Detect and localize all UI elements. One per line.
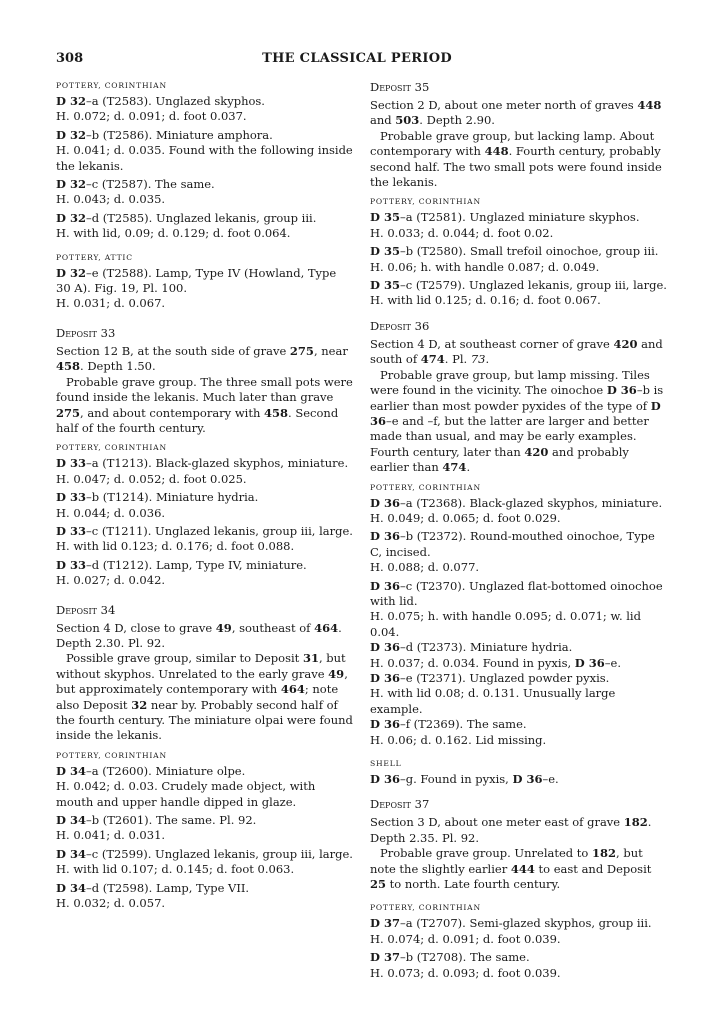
deposit-description: Possible grave group, similar to Deposit 31, but without skyphos. Unrelated to the early grave 49, but approximately contemporary with 464; note also Deposit 32 near by. Probably second half of the fourth century. The miniature olpai were found inside the lekanis. xyxy=(56,651,353,743)
deposit-heading: Deposit 36 xyxy=(370,318,430,333)
catalog-entry: D 33–d (T1212). Lamp, Type IV, miniature. H. 0.027; d. 0.042. xyxy=(56,557,307,588)
catalog-entry: D 33–b (T1214). Miniature hydria. H. 0.044; d. 0.036. xyxy=(56,490,259,520)
deposit-location: Section 4 D, close to grave 49, southeast of 464. Depth 2.30. Pl. 92. xyxy=(56,620,342,650)
catalog-entry: D 36–d (T2373). Miniature hydria. H. 0.037; d. 0.034. Found in pyxis, D 36–e. xyxy=(370,640,621,670)
deposit-description: Probable grave group, but lamp missing. Tiles were found in the vicinity. The oinochoe D 36–b is earlier than most powder pyxides of the type of D 36–e and –f, but the latter are larger and better made than usual, and may be early examples. Fourth century, later than 420 and probably earlier than 474. xyxy=(370,367,664,475)
catalog-entry: D 36–c (T2370). Unglazed flat-bottomed oinochoe with lid. H. 0.075; h. with handle 0.095; d. 0.071; w. lid 0.04. xyxy=(370,578,663,639)
category-label: POTTERY, CORINTHIAN xyxy=(56,750,167,760)
category-label: POTTERY, CORINTHIAN xyxy=(56,81,167,90)
deposit-location: Section 2 D, about one meter north of graves 448 and 503. Depth 2.90. xyxy=(370,98,662,128)
catalog-entry: D 32–a (T2583). Unglazed skyphos. H. 0.072; d. 0.091; d. foot 0.037. xyxy=(56,94,265,124)
deposit-location: Section 12 B, at the south side of grave 275, near 458. Depth 1.50. xyxy=(56,343,348,374)
page-header xyxy=(56,51,658,71)
deposit-location: Section 3 D, about one meter east of grave 182. Depth 2.35. Pl. 92. xyxy=(370,815,652,845)
catalog-entry: D 36–a (T2368). Black-glazed skyphos, miniature. H. 0.049; d. 0.065; d. foot 0.029. xyxy=(370,495,663,525)
catalog-entry: D 32–b (T2586). Miniature amphora. H. 0.041; d. 0.035. Found with the following inside the lekanis. xyxy=(56,127,353,173)
catalog-entry: D 35–b (T2580). Small trefoil oinochoe, group iii. H. 0.06; h. with handle 0.087; d. 0.049. xyxy=(370,244,659,274)
deposit-heading: Deposit 35 xyxy=(370,80,430,94)
catalog-entry: D 34–d (T2598). Lamp, Type VII. H. 0.032; d. 0.057. xyxy=(56,880,250,911)
catalog-entry: D 34–b (T2601). The same. Pl. 92. H. 0.041; d. 0.031. xyxy=(56,813,257,843)
catalog-entry: D 32–e (T2588). Lamp, Type IV (Howland, Type 30 A). Fig. 19, Pl. 100. H. 0.031; d. 0.067. xyxy=(56,265,337,311)
right-column xyxy=(370,80,668,981)
catalog-entry: D 34–c (T2599). Unglazed lekanis, group iii, large. H. with lid 0.107; d. 0.145; d. foot 0.063. xyxy=(56,846,353,877)
catalog-entry: D 36–g. Found in pyxis, D 36–e. xyxy=(370,772,559,787)
catalog-entry: D 33–a (T1213). Black-glazed skyphos, miniature. H. 0.047; d. 0.052; d. foot 0.025. xyxy=(56,456,349,486)
category-label: POTTERY, CORINTHIAN xyxy=(370,903,481,913)
catalog-entry: D 35–c (T2579). Unglazed lekanis, group iii, large. H. with lid 0.125; d. 0.16; d. foot 0.067. xyxy=(370,278,667,308)
page-number: 308 xyxy=(56,51,84,66)
catalog-entry: D 32–c (T2587). The same. H. 0.043; d. 0.035. xyxy=(56,177,215,207)
category-label: SHELL xyxy=(370,759,402,769)
deposit-heading: Deposit 37 xyxy=(370,797,430,812)
deposit-description: Probable grave group, but lacking lamp. About contemporary with 448. Fourth century, probably second half. The two small pots were found inside the lekanis. xyxy=(370,128,662,190)
catalog-entry: D 36–e (T2371). Unglazed powder pyxis. H. with lid 0.08; d. 0.131. Unusually large example. xyxy=(370,671,616,716)
left-column xyxy=(56,80,354,911)
catalog-entry: D 35–a (T2581). Unglazed miniature skyphos. H. 0.033; d. 0.044; d. foot 0.02. xyxy=(370,210,640,240)
catalog-entry: D 37–b (T2708). The same. H. 0.073; d. 0.093; d. foot 0.039. xyxy=(370,950,561,980)
catalog-entry: D 32–d (T2585). Unglazed lekanis, group iii. H. with lid, 0.09; d. 0.129; d. foot 0.064. xyxy=(56,210,317,241)
catalog-entry: D 36–f (T2369). The same. H. 0.06; d. 0.162. Lid missing. xyxy=(370,717,547,747)
category-label: POTTERY, CORINTHIAN xyxy=(370,197,481,207)
deposit-heading: Deposit 34 xyxy=(56,602,116,617)
running-title: THE CLASSICAL PERIOD xyxy=(262,51,452,66)
catalog-entry: D 36–b (T2372). Round-mouthed oinochoe, Type C, incised. H. 0.088; d. 0.077. xyxy=(370,529,655,575)
catalog-entry: D 33–c (T1211). Unglazed lekanis, group iii, large. H. with lid 0.123; d. 0.176; d. foot 0.088. xyxy=(56,523,353,554)
category-label: POTTERY, CORINTHIAN xyxy=(56,443,167,453)
deposit-description: Probable grave group. The three small pots were found inside the lekanis. Much later than grave 275, and about contemporary with 458. Second half of the fourth century. xyxy=(56,374,353,435)
category-label: POTTERY, CORINTHIAN xyxy=(370,482,481,492)
category-label: POTTERY, ATTIC xyxy=(56,252,133,262)
catalog-entry: D 34–a (T2600). Miniature olpe. H. 0.042; d. 0.03. Crudely made object, with mouth and upper handle dipped in glaze. xyxy=(56,763,316,809)
catalog-entry: D 37–a (T2707). Semi-glazed skyphos, group iii. H. 0.074; d. 0.091; d. foot 0.039. xyxy=(370,916,652,946)
deposit-description: Probable grave group. Unrelated to 182, but note the slightly earlier 444 to east and Deposit 25 to north. Late fourth century. xyxy=(370,846,652,892)
deposit-heading: Deposit 33 xyxy=(56,325,116,340)
deposit-location: Section 4 D, at southeast corner of grave 420 and south of 474. Pl. 73. xyxy=(370,336,663,367)
